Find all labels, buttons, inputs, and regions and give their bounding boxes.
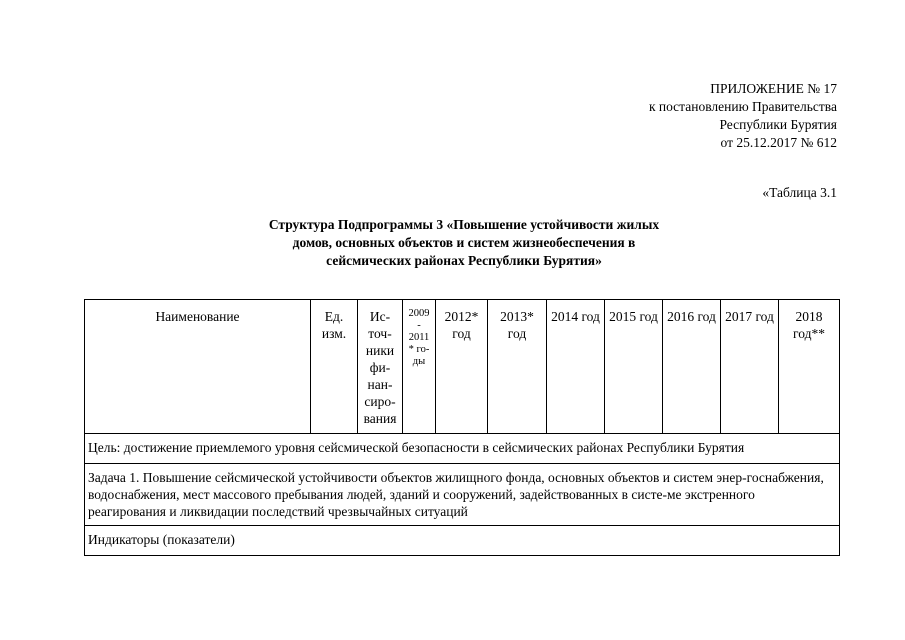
header-2012: 2012* год <box>436 300 488 434</box>
goal-cell: Цель: достижение приемлемого уровня сейсмической безопасности в сейсмических районах Республики Бурятия <box>85 434 840 464</box>
header-unit: Ед. изм. <box>311 300 358 434</box>
title-line-1: Структура Подпрограммы 3 «Повышение устойчивости жилых <box>268 217 660 232</box>
header-name: Наименование <box>85 300 311 434</box>
header-2018: 2018 год** <box>779 300 840 434</box>
title-line-2: домов, основных объектов и систем жизнеобеспечения в <box>292 235 636 250</box>
appendix-block <box>649 80 837 152</box>
header-2015: 2015 год <box>605 300 663 434</box>
document-title <box>232 216 696 270</box>
appendix-date: от 25.12.2017 № 612 <box>720 135 837 150</box>
table-caption: «Таблица 3.1 <box>762 185 837 200</box>
appendix-decree-ref: к постановлению Правительства <box>648 99 837 114</box>
table-row-indicators <box>85 526 840 556</box>
header-2013: 2013* год <box>488 300 547 434</box>
header-2016: 2016 год <box>663 300 721 434</box>
table-row-task <box>85 464 840 526</box>
header-2017: 2017 год <box>721 300 779 434</box>
table-row-goal <box>85 434 840 464</box>
indicators-cell: Индикаторы (показатели) <box>85 526 840 556</box>
appendix-republic: Республики Бурятия <box>719 117 837 132</box>
header-2009-2011: 2009 - 2011 * го-ды <box>403 300 436 434</box>
title-line-3: сейсмических районах Республики Бурятия» <box>326 253 602 268</box>
task-cell: Задача 1. Повышение сейсмической устойчивости объектов жилищного фонда, основных объектов и систем энер-госнабжения, водоснабжения, мест массового пребывания людей, зданий и сооружений, задействованных в систе-ме экстренного реагирования и ликвидации последствий чрезвычайных ситуаций <box>85 464 840 526</box>
header-source: Ис-точ-ники фи-нан-сиро-вания <box>358 300 403 434</box>
subprogram-structure-table <box>84 299 840 556</box>
header-2014: 2014 год <box>547 300 605 434</box>
appendix-number: ПРИЛОЖЕНИЕ № 17 <box>710 81 837 96</box>
table-header-row <box>85 300 840 434</box>
